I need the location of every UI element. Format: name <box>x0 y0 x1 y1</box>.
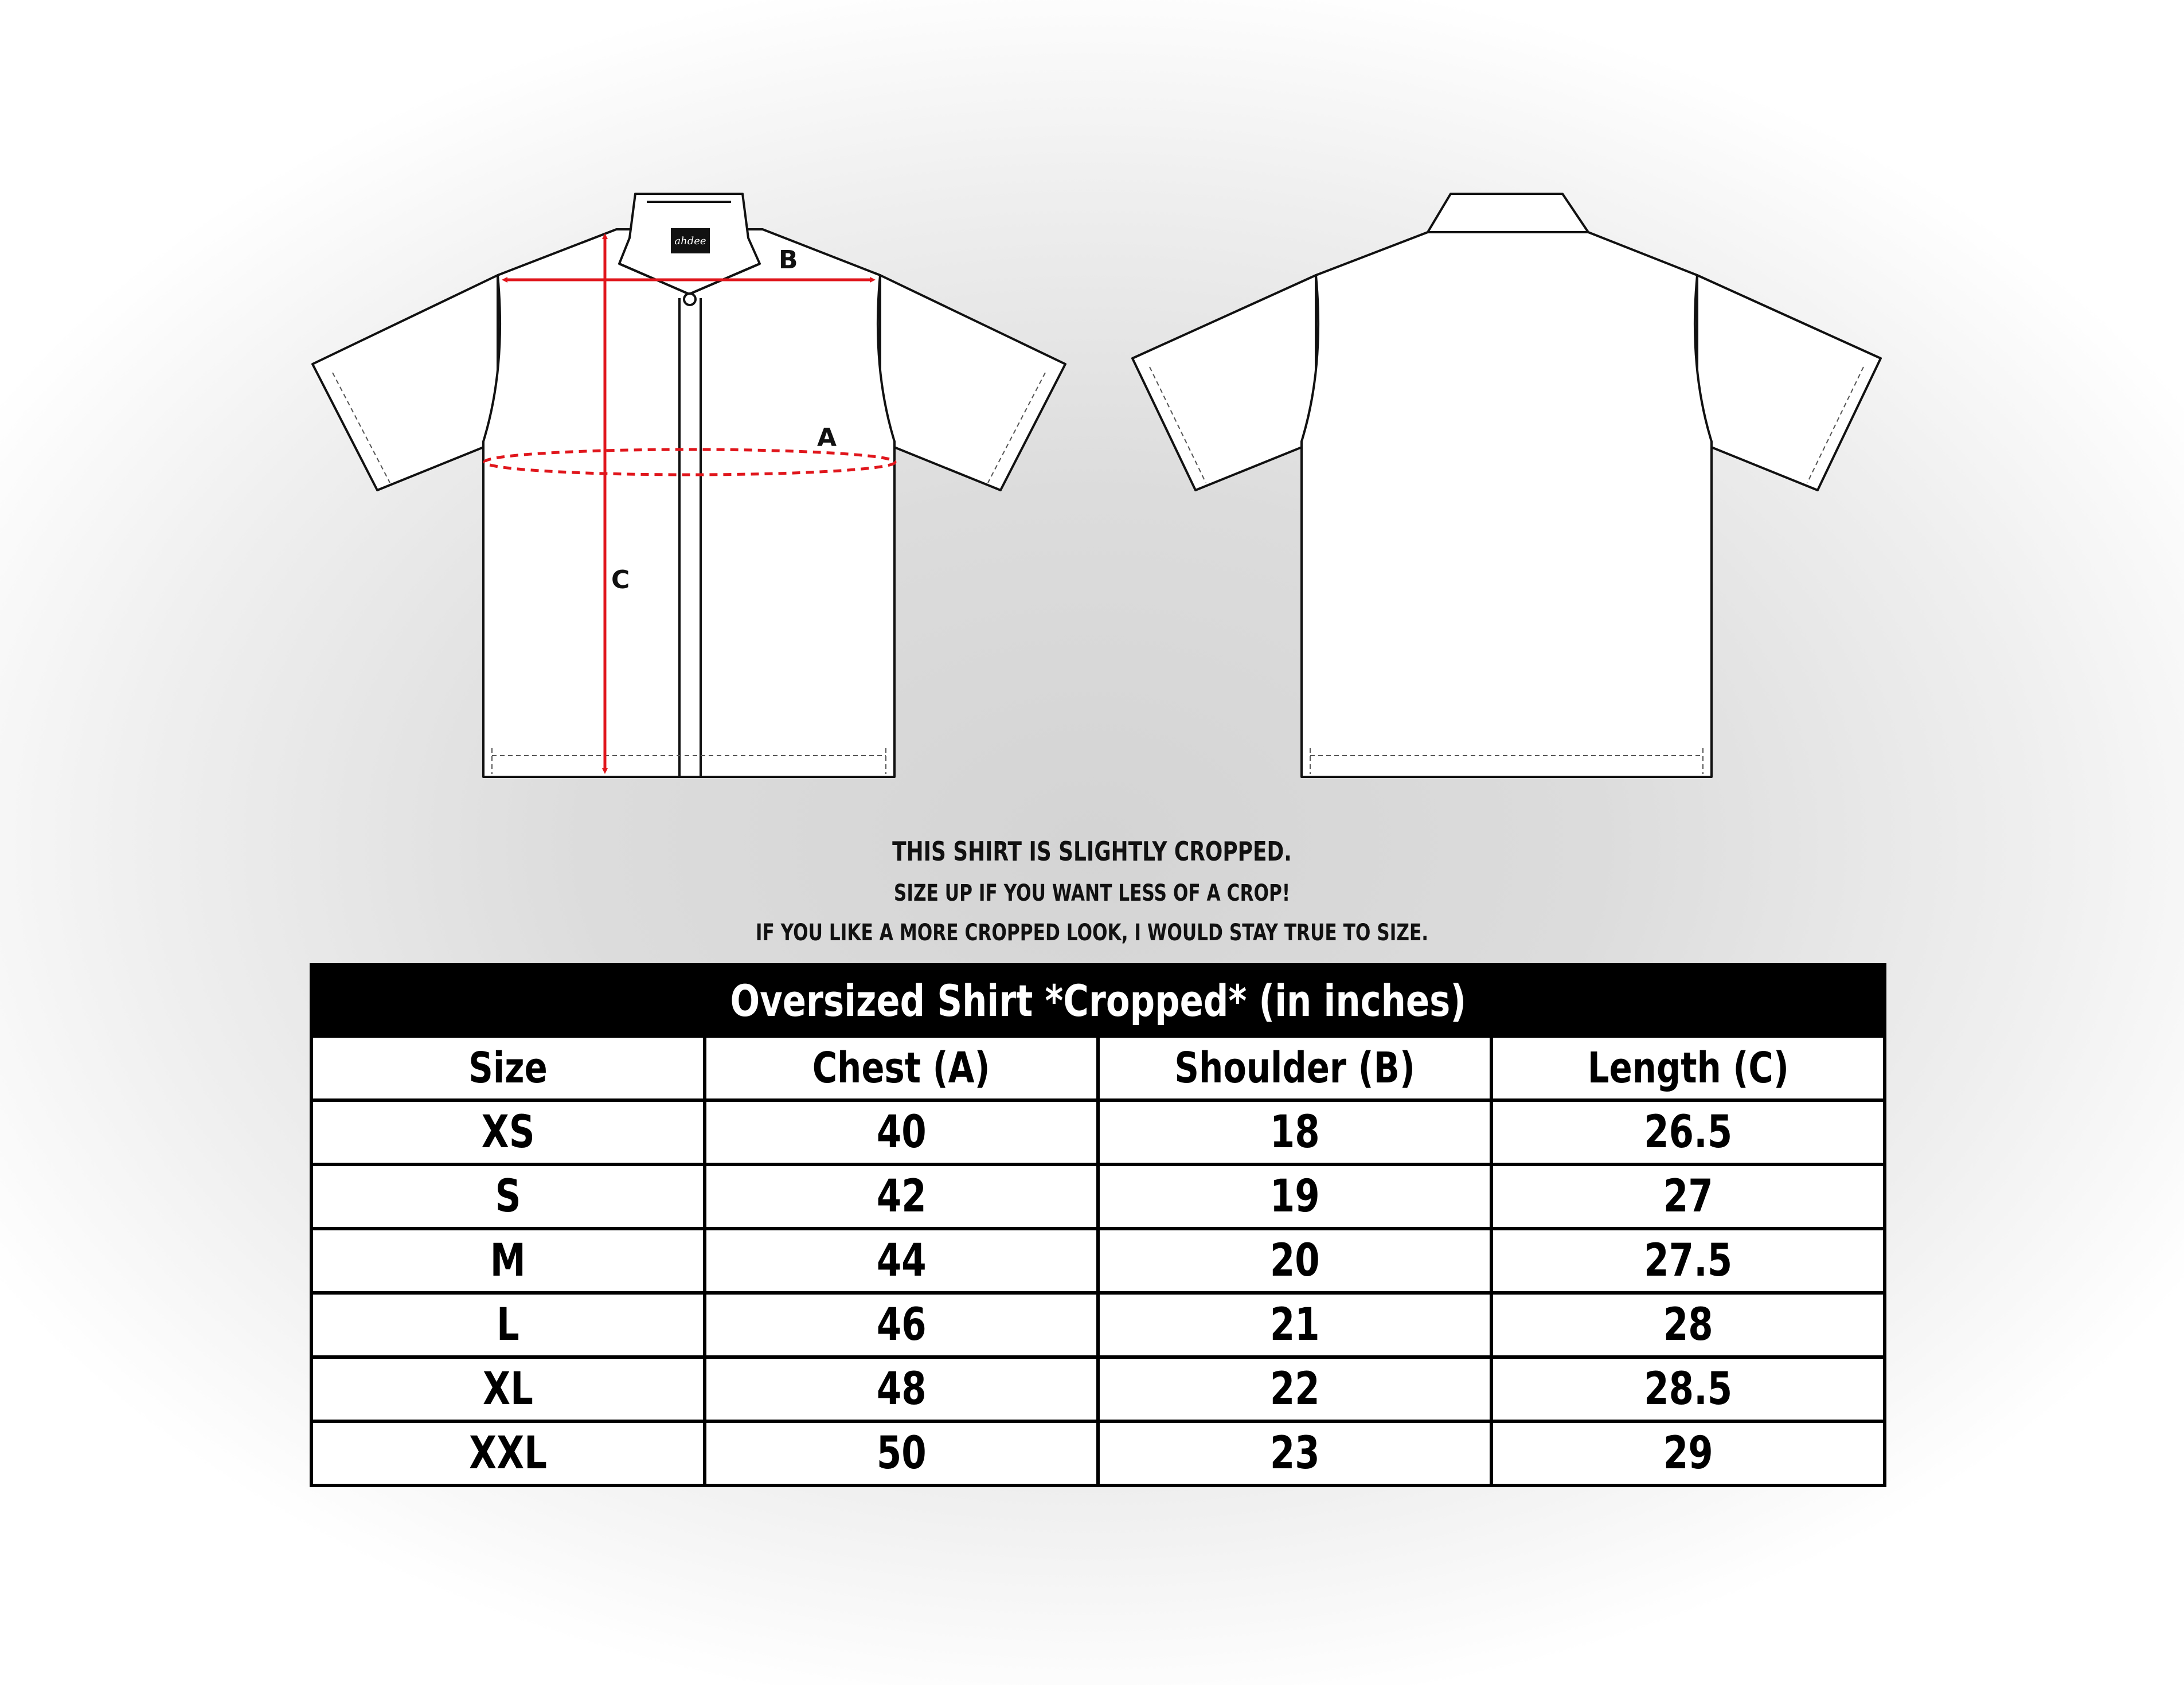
back-body <box>1302 232 1712 777</box>
table-header-row <box>311 1036 1885 1100</box>
cell-size: L <box>311 1293 705 1357</box>
cell-size: XL <box>311 1357 705 1421</box>
back-collar <box>1428 194 1588 232</box>
table-row <box>311 1421 1885 1485</box>
cell-shoulder: 18 <box>1098 1100 1491 1164</box>
cell-size: XXL <box>311 1421 705 1485</box>
shirt-front <box>312 194 1065 777</box>
cell-size: XS <box>311 1100 705 1164</box>
note-cropped: THIS SHIRT IS SLIGHTLY CROPPED. <box>892 836 1292 867</box>
cell-chest: 46 <box>705 1293 1098 1357</box>
header-length: Length (C) <box>1491 1036 1885 1100</box>
cell-chest: 42 <box>705 1164 1098 1229</box>
cell-shoulder: 22 <box>1098 1357 1491 1421</box>
label-b: B <box>779 245 798 275</box>
label-c: C <box>611 565 630 595</box>
header-size: Size <box>311 1036 705 1100</box>
cell-shoulder: 20 <box>1098 1229 1491 1293</box>
table-row <box>311 1164 1885 1229</box>
table-row <box>311 1229 1885 1293</box>
table-row <box>311 1357 1885 1421</box>
back-right-sleeve <box>1697 275 1881 490</box>
cell-length: 27 <box>1491 1164 1885 1229</box>
cell-length: 28.5 <box>1491 1357 1885 1421</box>
table-title: Oversized Shirt *Cropped* (in inches) <box>311 965 1885 1036</box>
cell-chest: 48 <box>705 1357 1098 1421</box>
front-body <box>483 229 894 777</box>
cell-size: S <box>311 1164 705 1229</box>
front-left-sleeve <box>312 275 498 490</box>
header-chest: Chest (A) <box>705 1036 1098 1100</box>
table-row <box>311 1293 1885 1357</box>
back-left-sleeve <box>1132 275 1316 490</box>
size-chart-table <box>310 963 1886 1487</box>
shirt-diagram <box>0 0 2184 803</box>
table-row <box>311 1100 1885 1164</box>
front-right-sleeve <box>880 275 1065 490</box>
cell-length: 28 <box>1491 1293 1885 1357</box>
header-shoulder: Shoulder (B) <box>1098 1036 1491 1100</box>
cell-chest: 44 <box>705 1229 1098 1293</box>
cell-size: M <box>311 1229 705 1293</box>
cell-shoulder: 19 <box>1098 1164 1491 1229</box>
cell-shoulder: 21 <box>1098 1293 1491 1357</box>
shirt-back <box>1132 194 1881 777</box>
label-a: A <box>817 423 837 452</box>
cell-length: 26.5 <box>1491 1100 1885 1164</box>
cell-chest: 50 <box>705 1421 1098 1485</box>
cell-length: 27.5 <box>1491 1229 1885 1293</box>
cell-length: 29 <box>1491 1421 1885 1485</box>
table-title-row <box>311 965 1885 1036</box>
brand-label-text: ahdee <box>674 235 706 247</box>
note-size-up: SIZE UP IF YOU WANT LESS OF A CROP! <box>893 880 1291 906</box>
cell-shoulder: 23 <box>1098 1421 1491 1485</box>
note-true-to-size: IF YOU LIKE A MORE CROPPED LOOK, I WOULD STAY TRUE TO SIZE. <box>755 920 1429 946</box>
cell-chest: 40 <box>705 1100 1098 1164</box>
